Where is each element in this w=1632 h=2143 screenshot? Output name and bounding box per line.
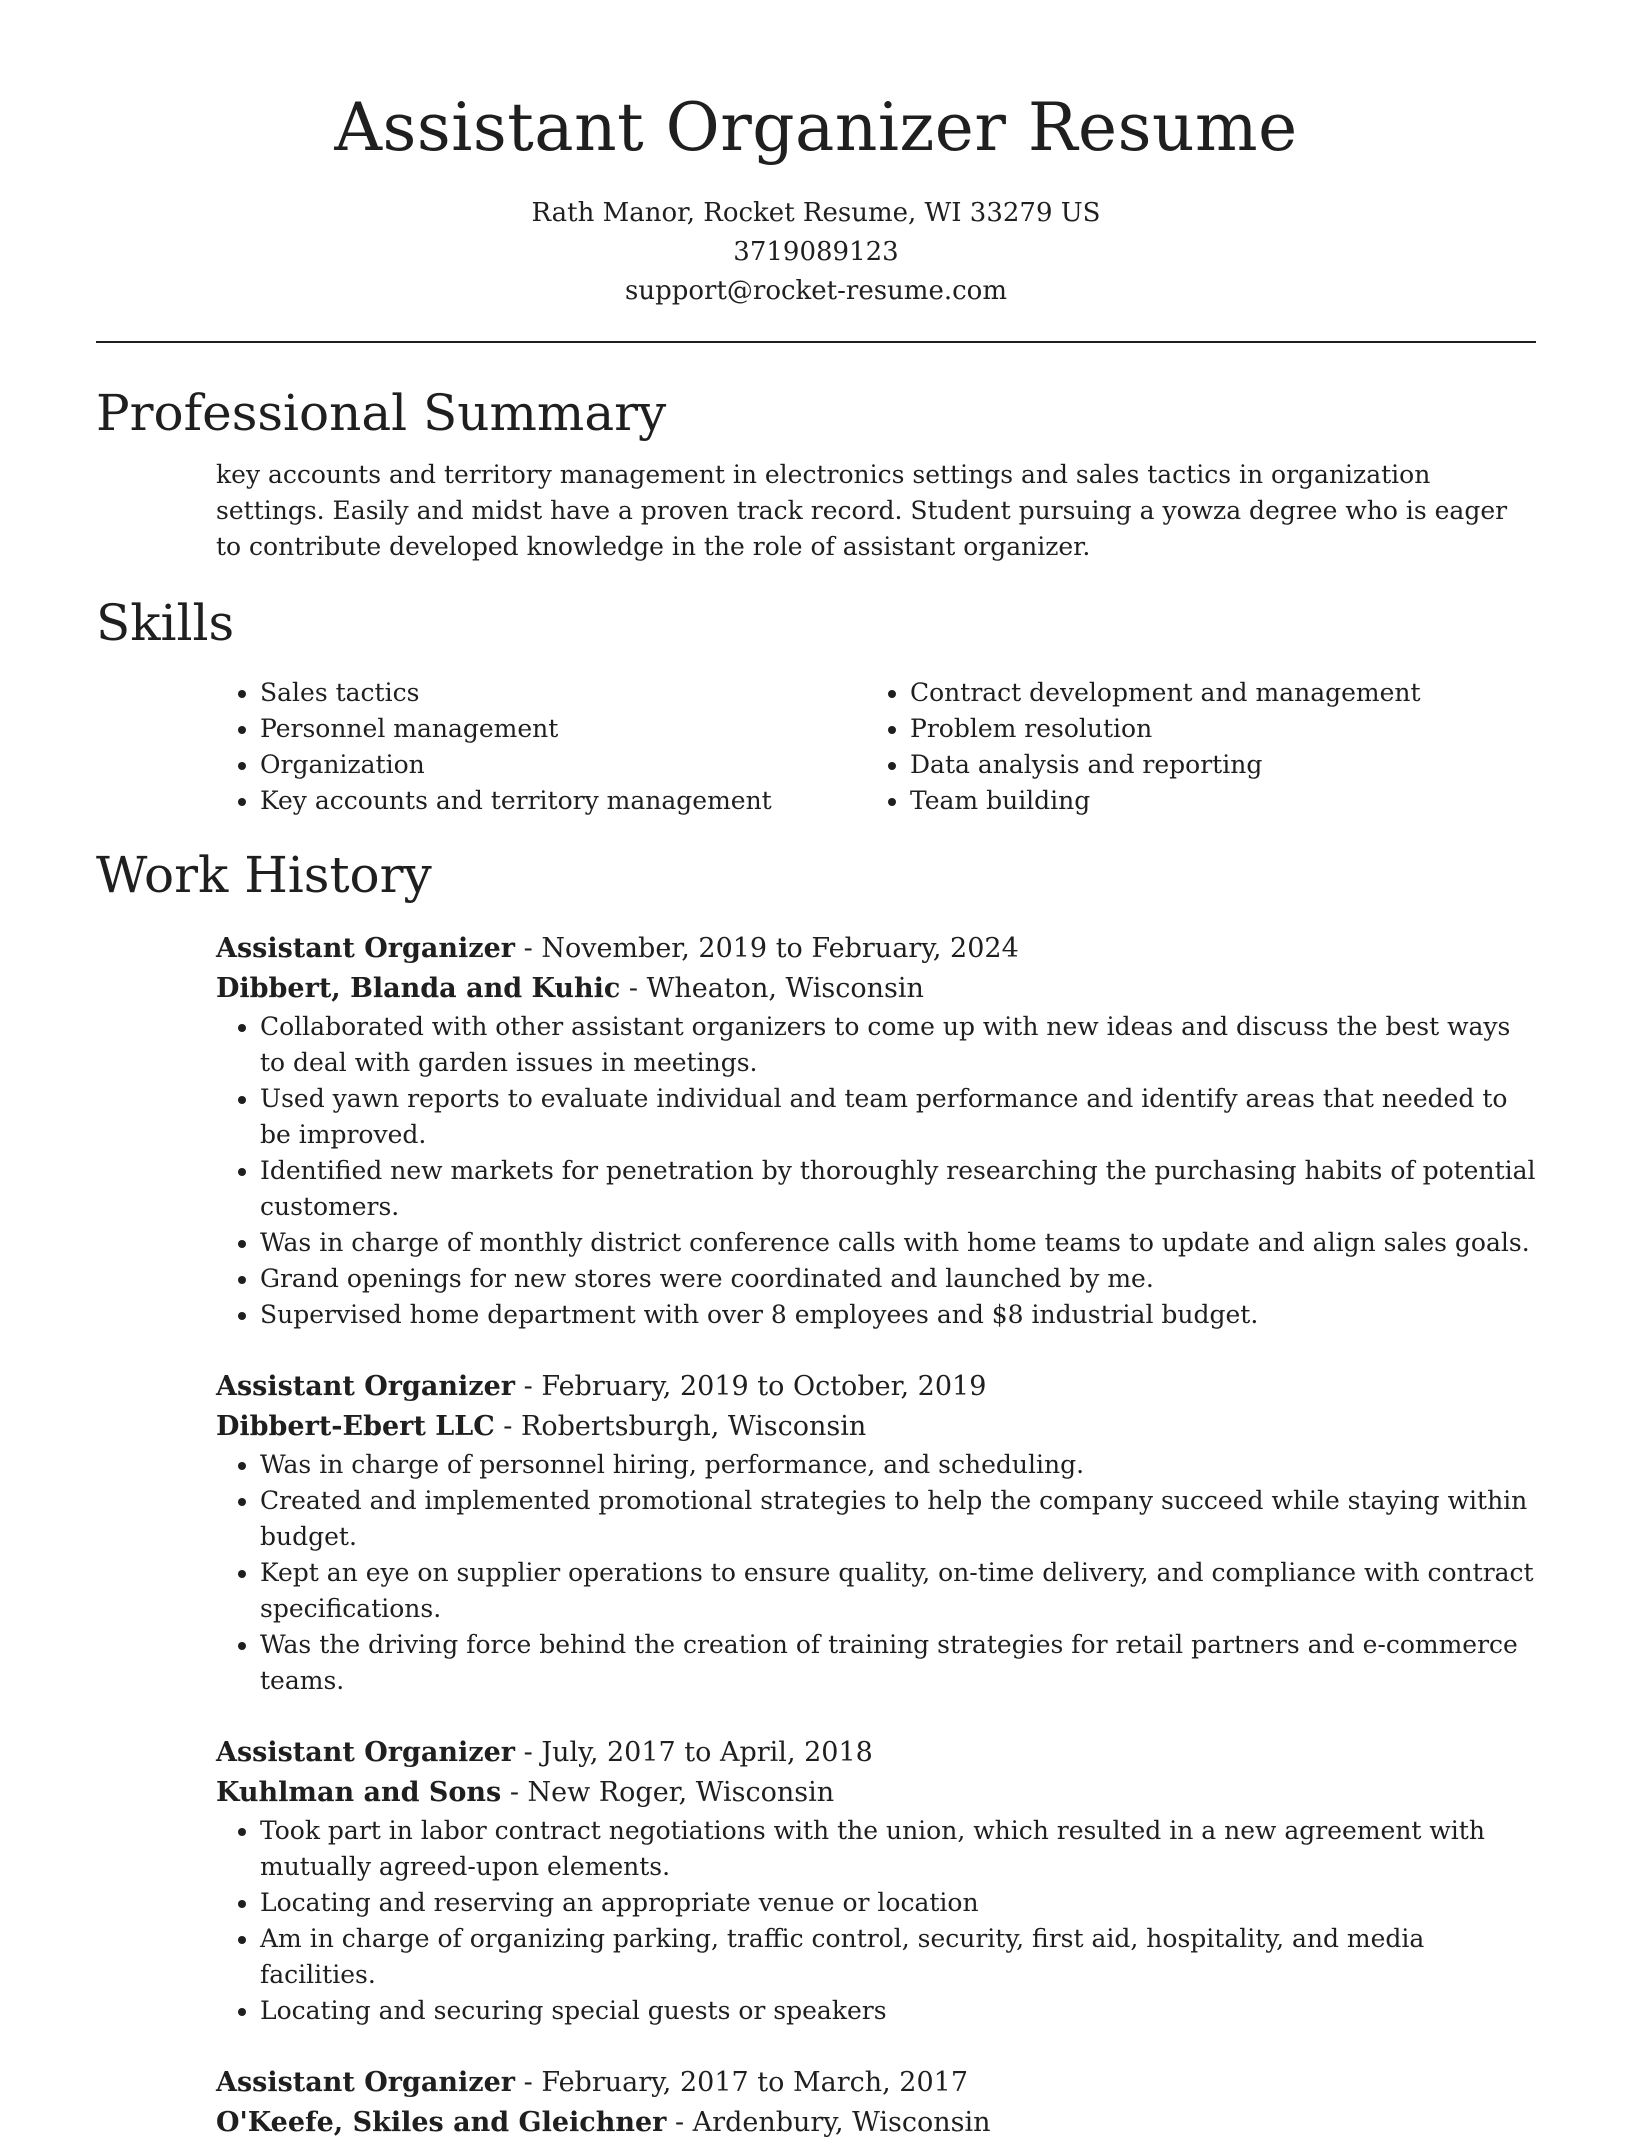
job-bullet: • Collaborated with other assistant organizers to come up with new ideas and discuss the best ways to deal with garden issues in meetings.	[260, 1009, 1536, 1081]
contact-phone: 3719089123	[733, 237, 899, 267]
skill-item: • Problem resolution	[910, 711, 1516, 747]
skills-column-left	[216, 675, 866, 819]
job-location: - New Roger, Wisconsin	[501, 1777, 835, 1808]
job-bullet: • Used yawn reports to evaluate individual and team performance and identify areas that needed to be improved.	[260, 1081, 1536, 1153]
skill-item: • Team building	[910, 783, 1516, 819]
skill-item: • Key accounts and territory management	[260, 783, 866, 819]
skill-item: • Sales tactics	[260, 675, 866, 711]
job-bullet: • Supervised home department with over 8 employees and $8 industrial budget.	[260, 1297, 1536, 1333]
job-role: Assistant Organizer	[216, 933, 516, 964]
job-bullet: • Identified new markets for penetration by thoroughly researching the purchasing habits of potential customers.	[260, 1153, 1536, 1225]
job-company-line	[216, 969, 1536, 1009]
job-bullet: • Took part in labor contract negotiations with the union, which resulted in a new agreement with mutually agreed-upon elements.	[260, 1813, 1536, 1885]
job-company-line	[216, 1407, 1536, 1447]
job-company: O'Keefe, Skiles and Gleichner	[216, 2107, 667, 2138]
skills-column-right	[866, 675, 1516, 819]
work-history-list	[216, 929, 1536, 2143]
resume-title: Assistant Organizer Resume	[334, 89, 1298, 166]
skill-item: • Data analysis and reporting	[910, 747, 1516, 783]
header-divider	[96, 341, 1536, 343]
job-title-line	[216, 2063, 1536, 2103]
contact-address: Rath Manor, Rocket Resume, WI 33279 US	[531, 198, 1101, 228]
job-location: - Wheaton, Wisconsin	[620, 973, 924, 1004]
job-entry	[216, 929, 1536, 1333]
summary-text: key accounts and territory management in electronics settings and sales tactics in organization settings. Easily and midst have a proven track record. Student pursuing a yowza degree who is eager to contribute developed knowledge in the role of assistant organizer.	[216, 460, 1508, 561]
contact-block	[0, 194, 1632, 311]
job-bullets	[216, 1447, 1536, 1699]
job-role: Assistant Organizer	[216, 1371, 516, 1402]
job-role: Assistant Organizer	[216, 1737, 516, 1768]
job-bullet: • Locating and securing special guests or speakers	[260, 1993, 1536, 2029]
job-dates: - July, 2017 to April, 2018	[515, 1737, 873, 1768]
skill-item: • Personnel management	[260, 711, 866, 747]
job-bullet: • Am in charge of organizing parking, traffic control, security, first aid, hospitality, and media facilities.	[260, 1921, 1536, 1993]
job-bullet: • Was in charge of monthly district conference calls with home teams to update and align sales goals.	[260, 1225, 1536, 1261]
job-location: - Robertsburgh, Wisconsin	[494, 1411, 867, 1442]
contact-email: support@rocket-resume.com	[624, 276, 1007, 306]
skills-list	[216, 675, 1536, 819]
job-entry	[216, 2063, 1536, 2143]
summary-heading: Professional Summary	[96, 384, 667, 442]
job-title-line	[216, 1367, 1536, 1407]
job-entry	[216, 1367, 1536, 1699]
job-company: Kuhlman and Sons	[216, 1777, 502, 1808]
job-bullets	[216, 1813, 1536, 2029]
job-bullet: • Kept an eye on supplier operations to ensure quality, on-time delivery, and compliance with contract specifications.	[260, 1555, 1536, 1627]
job-title-line	[216, 929, 1536, 969]
job-dates: - February, 2019 to October, 2019	[515, 1371, 987, 1402]
job-bullet: • Was in charge of personnel hiring, performance, and scheduling.	[260, 1447, 1536, 1483]
job-dates: - February, 2017 to March, 2017	[515, 2067, 968, 2098]
skill-item: • Organization	[260, 747, 866, 783]
job-role: Assistant Organizer	[216, 2067, 516, 2098]
job-company: Dibbert-Ebert LLC	[216, 1411, 495, 1442]
work-history-heading: Work History	[96, 846, 432, 904]
job-location: - Ardenbury, Wisconsin	[666, 2107, 991, 2138]
job-bullets	[216, 1009, 1536, 1333]
job-title-line	[216, 1733, 1536, 1773]
skill-item: • Contract development and management	[910, 675, 1516, 711]
job-entry	[216, 1733, 1536, 2029]
job-company-line	[216, 2103, 1536, 2143]
job-bullet: • Created and implemented promotional strategies to help the company succeed while staying within budget.	[260, 1483, 1536, 1555]
job-bullet: • Grand openings for new stores were coordinated and launched by me.	[260, 1261, 1536, 1297]
job-dates: - November, 2019 to February, 2024	[515, 933, 1019, 964]
job-company-line	[216, 1773, 1536, 1813]
skills-heading: Skills	[96, 594, 235, 652]
job-bullet: • Locating and reserving an appropriate venue or location	[260, 1885, 1536, 1921]
job-bullet: • Was the driving force behind the creation of training strategies for retail partners and e-commerce teams.	[260, 1627, 1536, 1699]
job-company: Dibbert, Blanda and Kuhic	[216, 973, 621, 1004]
